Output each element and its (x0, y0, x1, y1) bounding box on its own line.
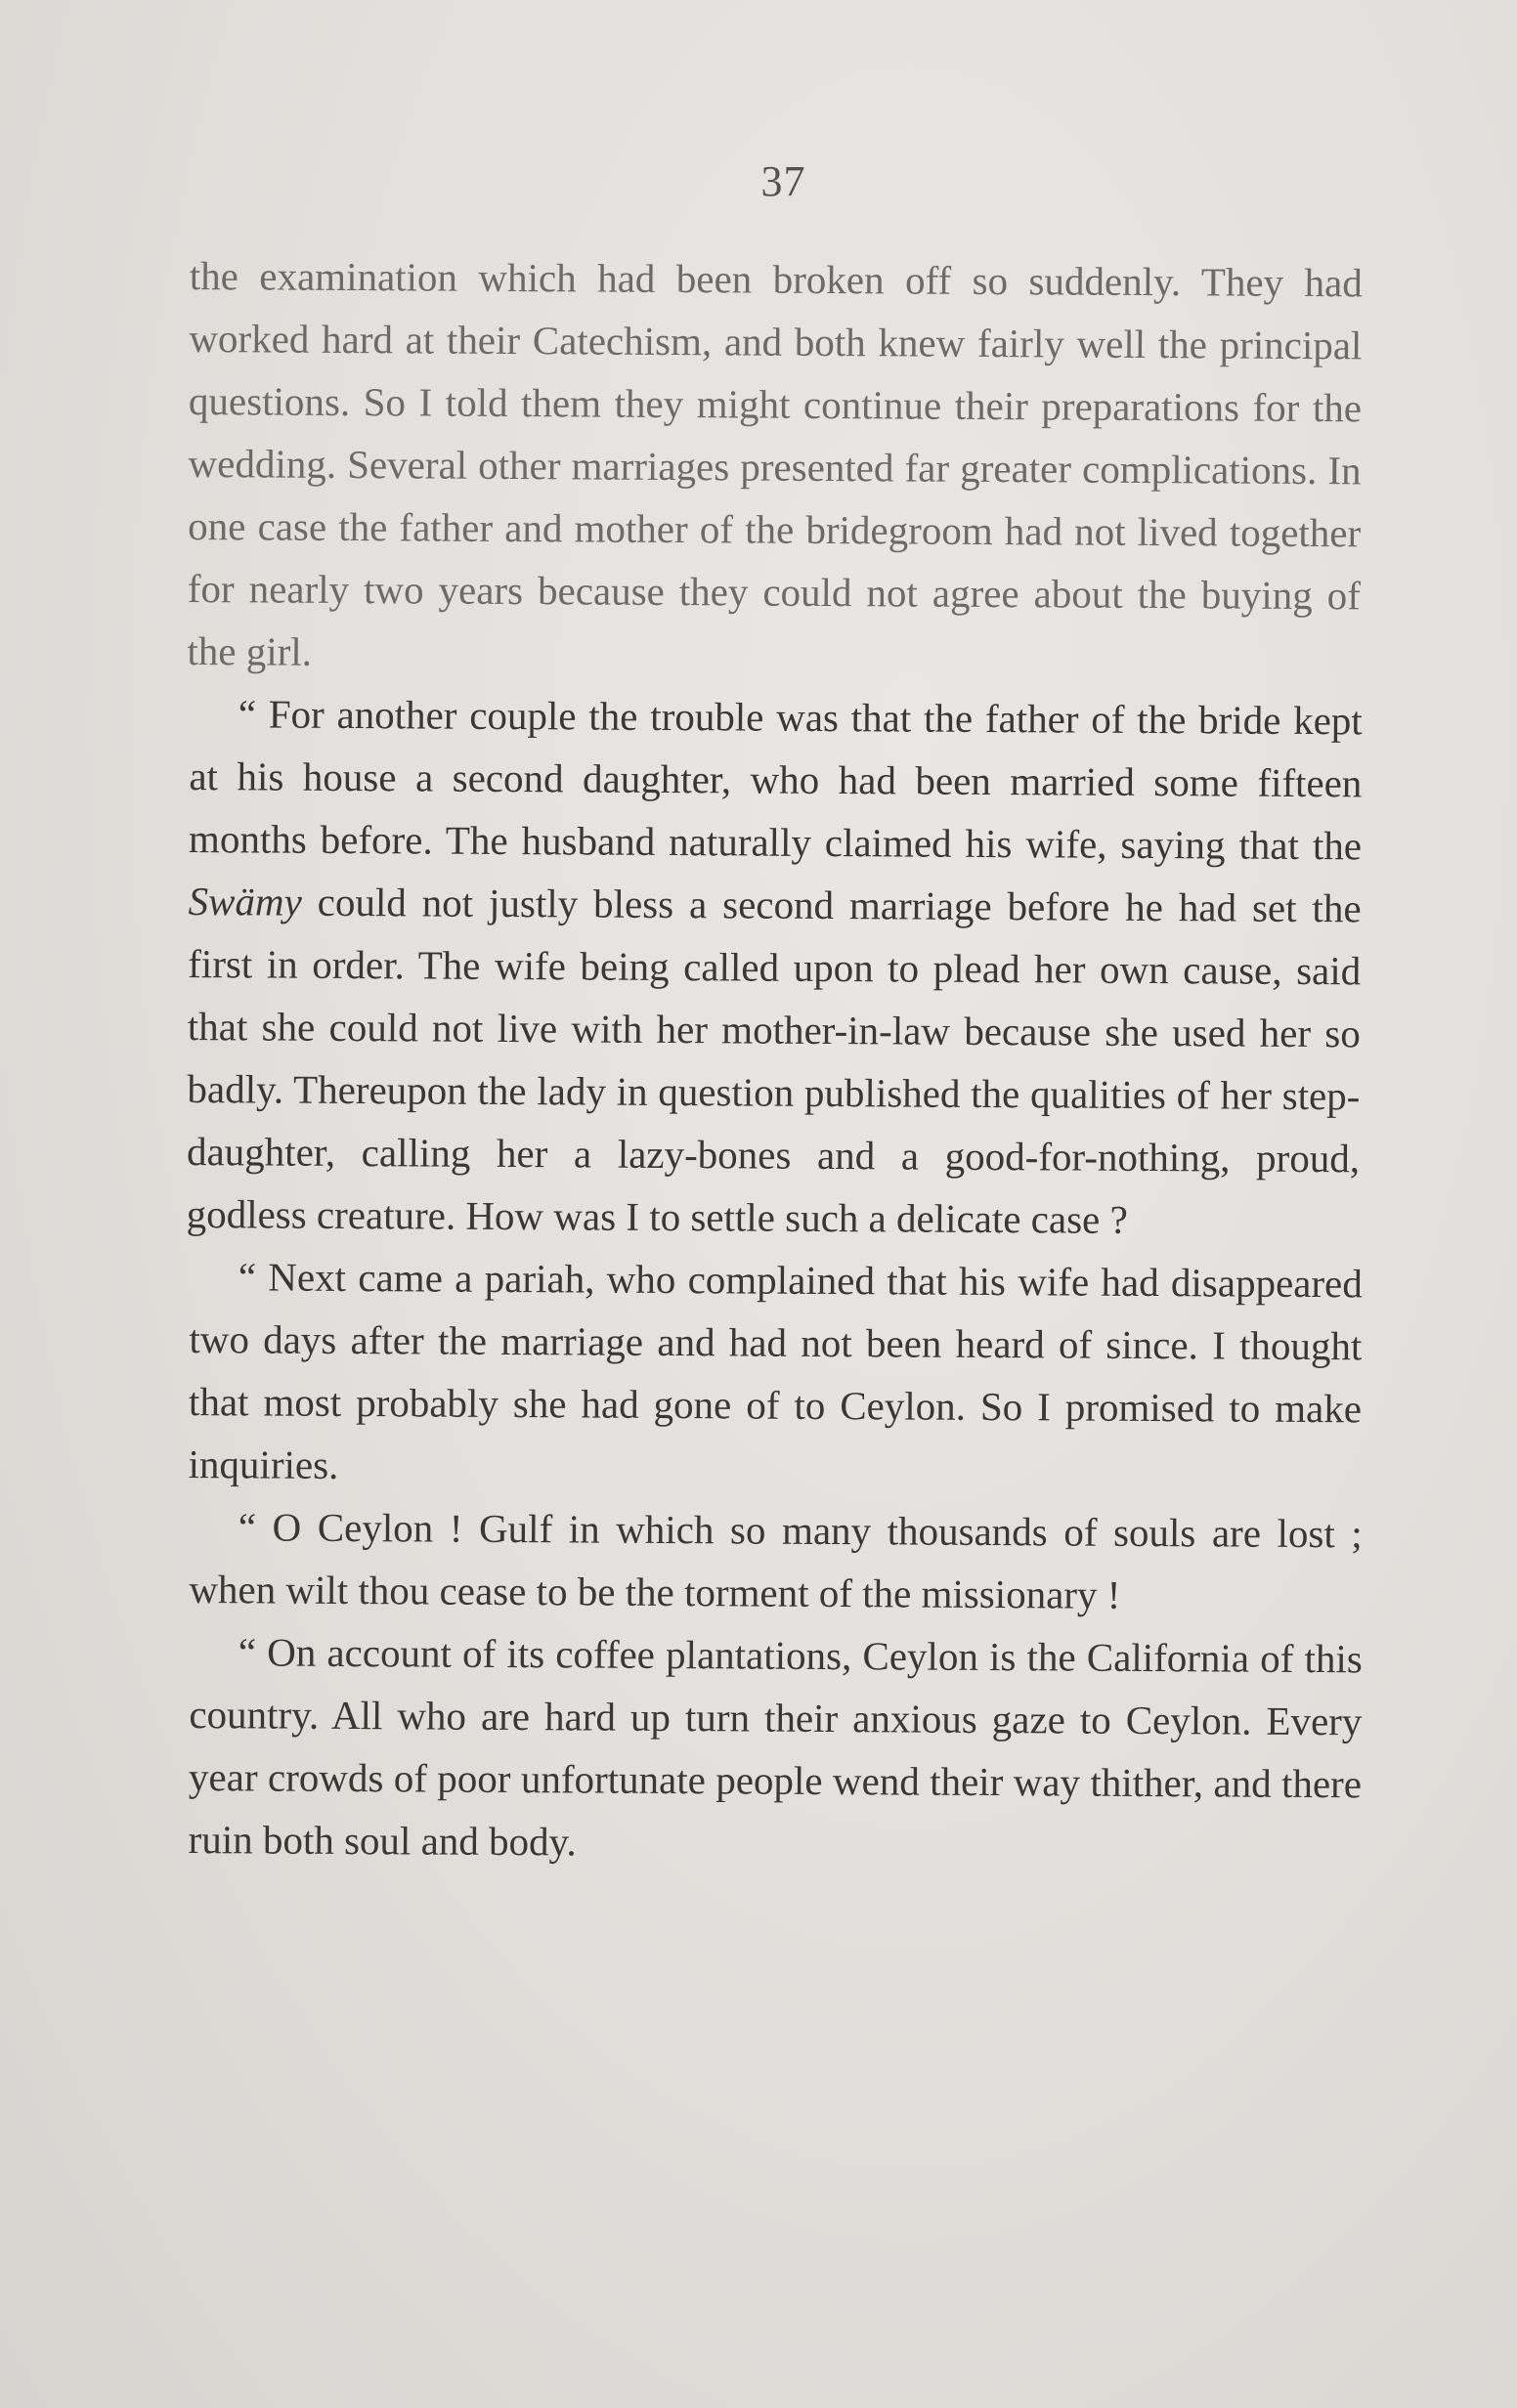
swamy-word: Swämy (188, 878, 302, 924)
paragraph-2-part-2: could not justly bless a second marriage before he had set the first in order. The wife being called upon to plead her own cause, said that she could not live with her mother-in-law because she used her so badly. Thereupon the lady in question published the qualities of her step-daughter, calling her a lazy-bones and a good-for-nothing, proud, godless creature. How was I to settle such a delicate case ? (186, 879, 1362, 1242)
page-number: 37 (760, 157, 806, 205)
paragraph-1: the examination which had been broken off so suddenly. They had worked hard at their Catechism, and both knew fairly well the principal questions. So I told them they might continue their preparations for the wedding. Several other marriages presented far greater complications. In one case the father and mother of the bridegroom had not lived together for nearly two years because they could not agree about the buying of the girl. (187, 252, 1363, 674)
paragraph-2 (186, 682, 1362, 1252)
paragraph-4: “ O Ceylon ! Gulf in which so many thousands of souls are lost ; when wilt thou cease to be the torment of the missionary ! (189, 1504, 1363, 1617)
paragraph-5: “ On account of its coffee plantations, Ceylon is the California of this country. All who are hard up turn their anxious gaze to Ceylon. Every year crowds of poor unfortunate people wend their way thither, and there ruin both soul and body. (188, 1629, 1363, 1865)
paragraph-2-part-1: “ For another couple the trouble was that the father of the bride kept at his house a second daughter, who had been married some fifteen months before. The husband naturally claimed his wife, saying that the (188, 691, 1363, 869)
body-text (186, 244, 1363, 1870)
paragraph-3: “ Next came a pariah, who complained that his wife had disappeared two days after the marriage and had not been heard of since. I thought that most probably she had gone of to Ceylon. So I promised to make inquiries. (188, 1254, 1363, 1487)
